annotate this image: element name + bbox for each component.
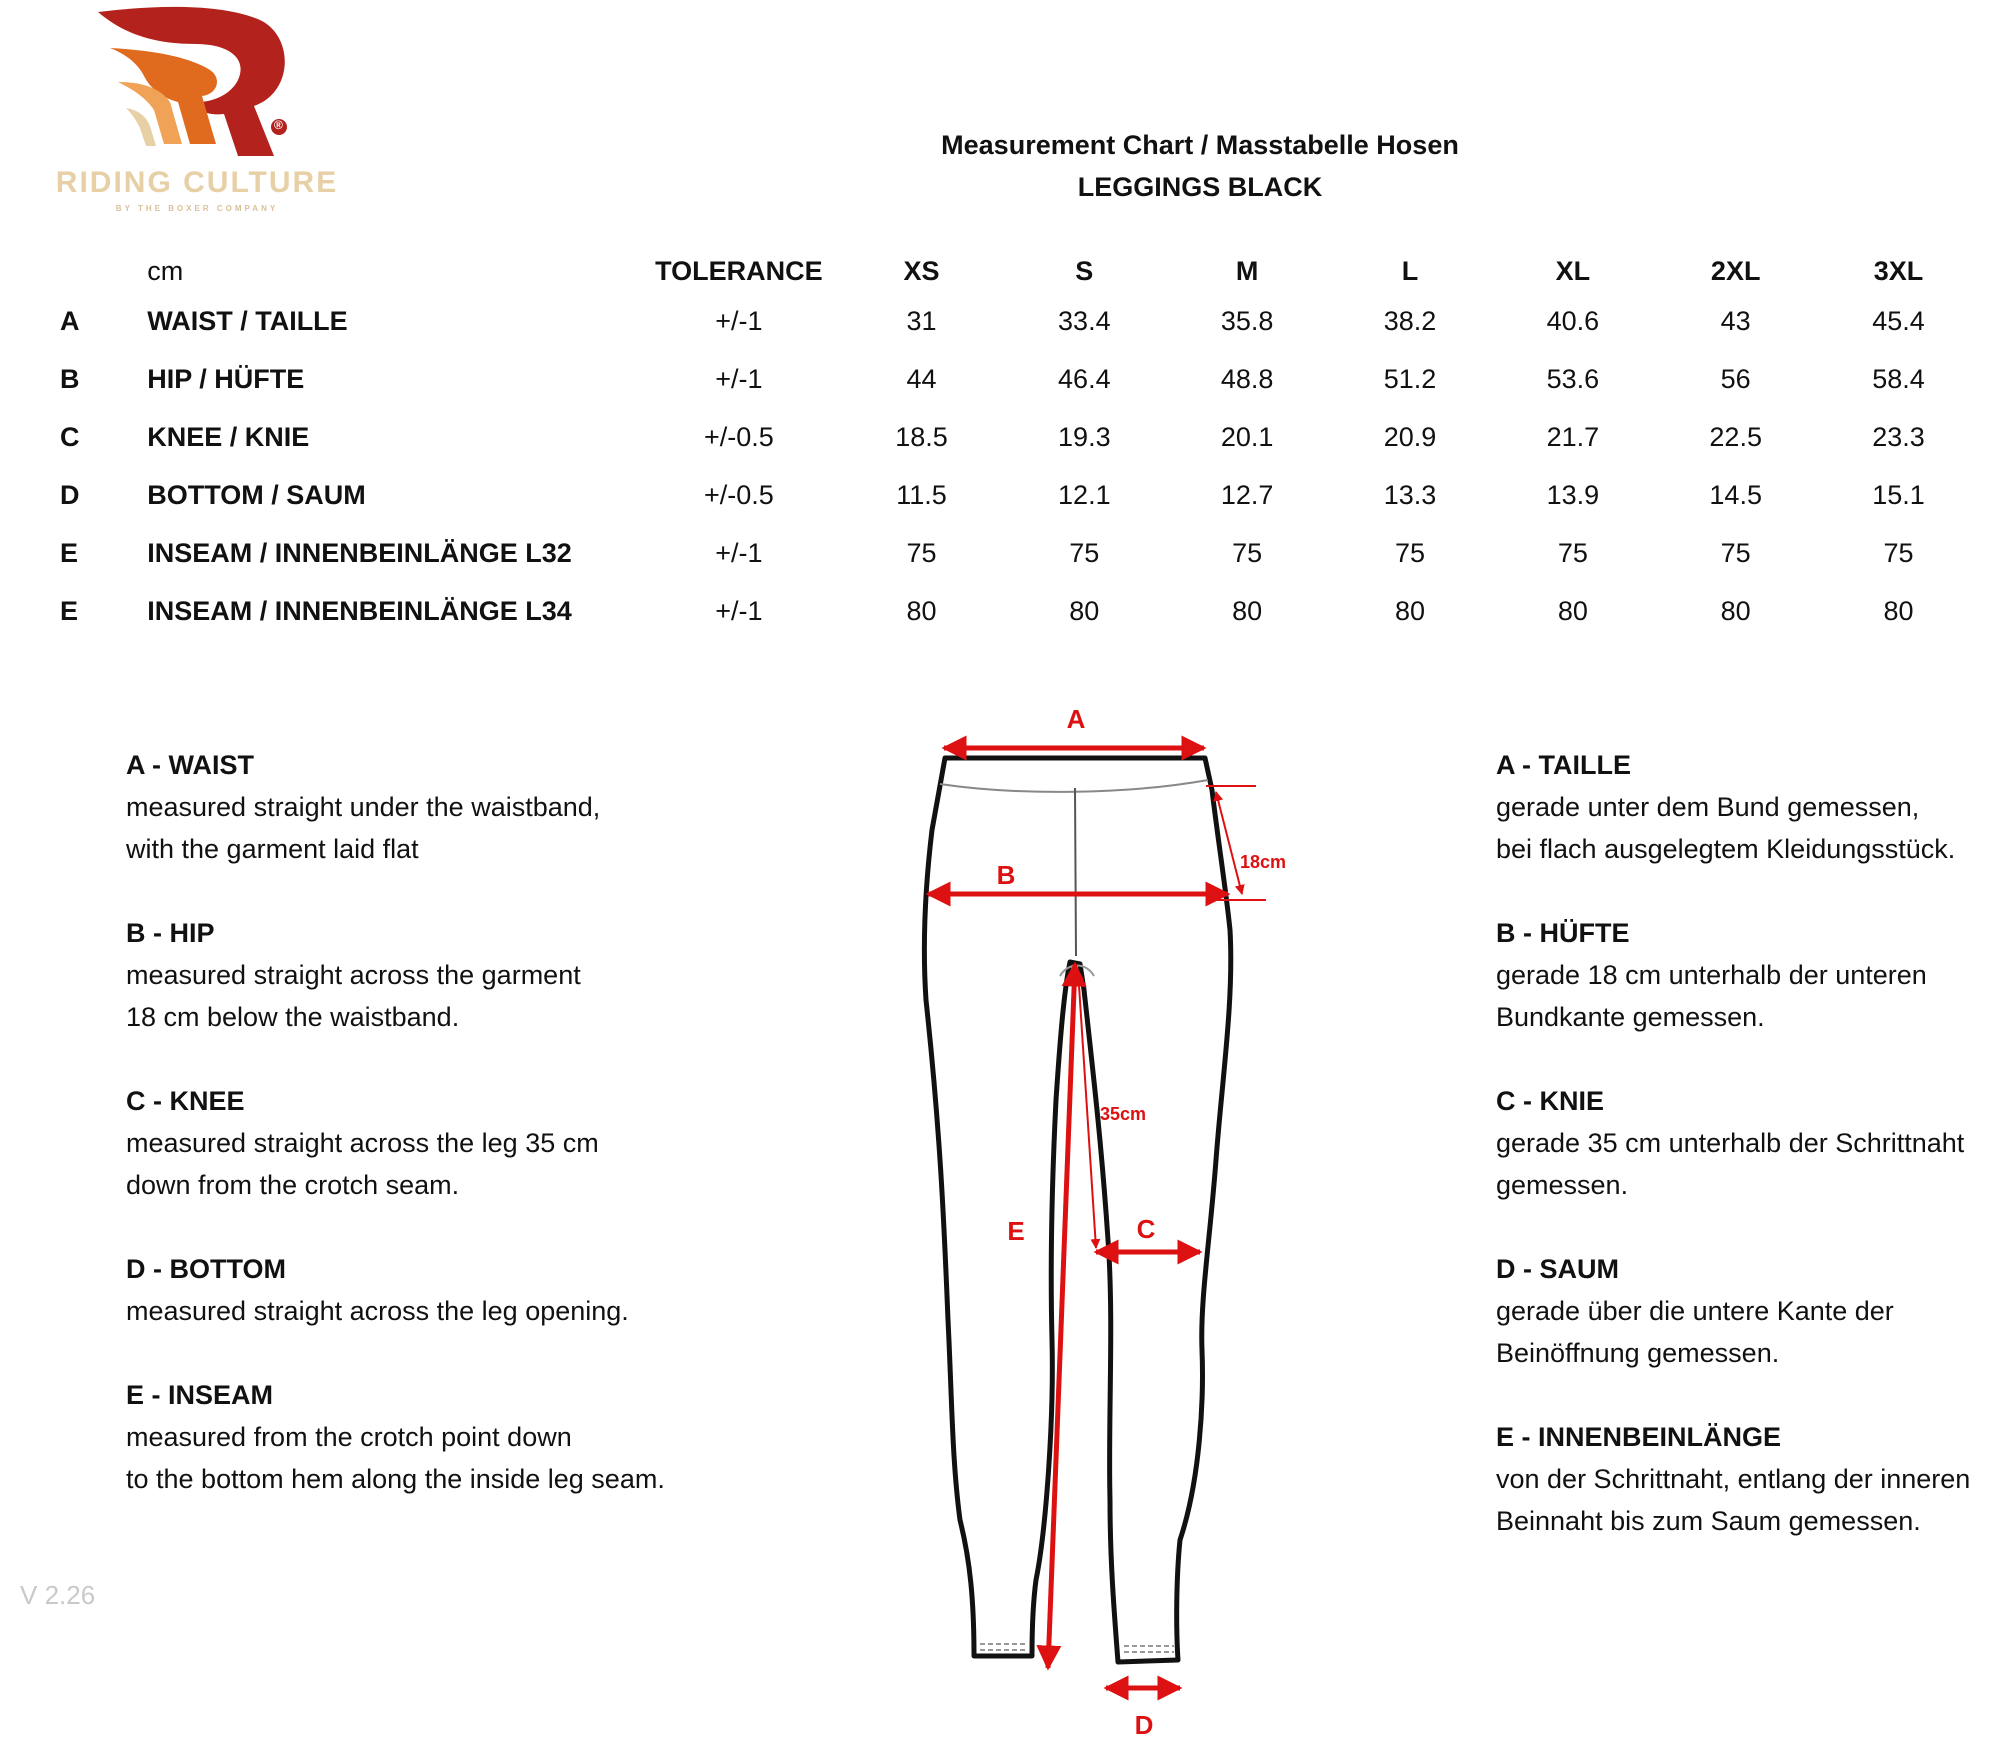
description-heading: C - KNIE — [1496, 1086, 1604, 1116]
description-line: gerade 35 cm unterhalb der Schrittnaht — [1496, 1128, 1965, 1158]
description-line: measured from the crotch point down — [126, 1422, 572, 1452]
table-row — [40, 292, 1980, 350]
size-value: 45.4 — [1872, 305, 1925, 336]
size-value: 51.2 — [1383, 363, 1437, 394]
size-header: S — [1075, 255, 1094, 286]
product-name: LEGGINGS BLACK — [1077, 172, 1323, 202]
description-heading: A - TAILLE — [1496, 750, 1631, 780]
size-value: 80 — [1232, 595, 1263, 626]
header-letter — [40, 250, 147, 292]
size-value: 80 — [1394, 595, 1426, 626]
table-row — [40, 466, 1980, 524]
table-body — [40, 292, 1980, 640]
size-value: 20.9 — [1383, 421, 1437, 452]
size-value: 14.5 — [1709, 479, 1762, 510]
brand-logo — [52, 6, 342, 216]
registered-mark: ® — [274, 118, 283, 132]
size-value: 31 — [906, 305, 937, 336]
description-line: with the garment laid flat — [126, 834, 419, 864]
row-letter: D — [60, 479, 80, 510]
description-block — [126, 744, 746, 870]
size-header: XL — [1555, 255, 1591, 286]
row-letter: A — [60, 305, 80, 336]
size-value: 23.3 — [1872, 421, 1925, 452]
size-value: 43 — [1720, 305, 1751, 336]
label-c: C — [1136, 1214, 1156, 1244]
description-block — [126, 1248, 746, 1332]
unit-label: cm — [147, 255, 184, 286]
table-row — [40, 582, 1980, 640]
size-value: 21.7 — [1546, 421, 1600, 452]
table-row — [40, 408, 1980, 466]
description-line: gerade unter dem Bund gemessen, — [1496, 792, 1920, 822]
label-b: B — [996, 860, 1016, 890]
description-line: gerade 18 cm unterhalb der unteren — [1496, 960, 1927, 990]
table-row — [40, 350, 1980, 408]
size-header: 2XL — [1710, 255, 1761, 286]
size-value: 56 — [1720, 363, 1751, 394]
description-line: gerade über die untere Kante der — [1496, 1296, 1894, 1326]
hip-offset-label: 18cm — [1240, 852, 1287, 872]
size-value: 80 — [906, 595, 937, 626]
size-value: 18.5 — [895, 421, 948, 452]
row-tolerance: +/-1 — [715, 537, 763, 568]
label-e: E — [1007, 1216, 1025, 1246]
description-block — [1496, 1416, 1996, 1542]
size-value: 33.4 — [1058, 305, 1111, 336]
description-block — [126, 912, 746, 1038]
description-heading: A - WAIST — [126, 750, 254, 780]
size-value: 40.6 — [1546, 305, 1600, 336]
brand-tagline: BY THE BOXER COMPANY — [115, 204, 279, 213]
chart-title: Measurement Chart / Masstabelle Hosen — [941, 130, 1459, 160]
label-d: D — [1134, 1710, 1154, 1740]
size-value: 48.8 — [1220, 363, 1274, 394]
size-header: XS — [903, 255, 940, 286]
row-tolerance: +/-1 — [715, 305, 763, 336]
description-line: bei flach ausgelegtem Kleidungsstück. — [1496, 834, 1956, 864]
description-block — [1496, 1080, 1996, 1206]
size-value: 80 — [1720, 595, 1751, 626]
descriptions-german — [1496, 744, 1996, 1584]
description-heading: B - HIP — [126, 918, 215, 948]
description-heading: E - INSEAM — [126, 1380, 274, 1410]
label-a: A — [1066, 704, 1086, 734]
size-table — [40, 250, 1980, 640]
row-measurement-name: KNEE / KNIE — [147, 421, 310, 452]
size-value: 58.4 — [1872, 363, 1925, 394]
brand-name: RIDING CULTURE — [55, 166, 339, 199]
description-heading: B - HÜFTE — [1496, 918, 1630, 948]
size-value: 75 — [906, 537, 937, 568]
size-value: 12.1 — [1058, 479, 1111, 510]
description-line: to the bottom hem along the inside leg seam. — [126, 1464, 665, 1494]
size-header: L — [1401, 255, 1419, 286]
description-line: Bundkante gemessen. — [1496, 1002, 1765, 1032]
size-value: 13.3 — [1383, 479, 1437, 510]
tolerance-header: TOLERANCE — [655, 255, 823, 286]
knee-offset-label: 35cm — [1100, 1104, 1147, 1124]
description-line: measured straight across the garment — [126, 960, 581, 990]
size-value: 75 — [1069, 537, 1100, 568]
size-value: 80 — [1069, 595, 1100, 626]
size-value: 38.2 — [1383, 305, 1437, 336]
size-value: 80 — [1557, 595, 1588, 626]
center-seam — [1075, 788, 1076, 956]
description-line: von der Schrittnaht, entlang der inneren — [1496, 1464, 1971, 1494]
row-measurement-name: HIP / HÜFTE — [147, 363, 305, 394]
size-value: 12.7 — [1220, 479, 1274, 510]
table-row — [40, 524, 1980, 582]
descriptions-english — [126, 744, 746, 1542]
description-line: Beinöffnung gemessen. — [1496, 1338, 1780, 1368]
description-heading: D - BOTTOM — [126, 1254, 286, 1284]
size-header: M — [1235, 255, 1259, 286]
size-value: 75 — [1557, 537, 1588, 568]
description-line: measured straight across the leg opening. — [126, 1296, 629, 1326]
row-letter: B — [60, 363, 80, 394]
row-measurement-name: BOTTOM / SAUM — [147, 479, 366, 510]
row-tolerance: +/-1 — [715, 595, 763, 626]
description-block — [1496, 912, 1996, 1038]
row-tolerance: +/-1 — [715, 363, 763, 394]
table-header-row — [40, 250, 1980, 292]
description-line: Beinnaht bis zum Saum gemessen. — [1496, 1506, 1921, 1536]
row-measurement-name: INSEAM / INNENBEINLÄNGE L34 — [147, 595, 572, 626]
size-value: 22.5 — [1709, 421, 1762, 452]
size-value: 19.3 — [1058, 421, 1111, 452]
description-block — [1496, 1248, 1996, 1374]
size-value: 20.1 — [1220, 421, 1274, 452]
row-letter: E — [60, 595, 79, 626]
description-block — [126, 1080, 746, 1206]
size-value: 44 — [906, 363, 937, 394]
size-value: 11.5 — [896, 479, 947, 510]
description-heading: D - SAUM — [1496, 1254, 1619, 1284]
row-letter: C — [60, 421, 80, 452]
row-measurement-name: INSEAM / INNENBEINLÄNGE L32 — [147, 537, 572, 568]
row-tolerance: +/-0.5 — [704, 479, 774, 510]
description-line: measured straight under the waistband, — [126, 792, 601, 822]
row-tolerance: +/-0.5 — [704, 421, 774, 452]
size-value: 15.1 — [1872, 479, 1925, 510]
description-block — [1496, 744, 1996, 870]
size-header: 3XL — [1873, 255, 1924, 286]
size-value: 75 — [1883, 537, 1914, 568]
size-value: 75 — [1720, 537, 1751, 568]
row-letter: E — [60, 537, 79, 568]
size-value: 35.8 — [1220, 305, 1274, 336]
description-block — [126, 1374, 746, 1500]
size-value: 53.6 — [1546, 363, 1600, 394]
description-heading: C - KNEE — [126, 1086, 245, 1116]
leggings-diagram — [900, 700, 1320, 1740]
description-line: down from the crotch seam. — [126, 1170, 460, 1200]
logo-emblem-icon — [98, 6, 338, 166]
description-line: gemessen. — [1496, 1170, 1629, 1200]
row-measurement-name: WAIST / TAILLE — [147, 305, 348, 336]
size-value: 80 — [1883, 595, 1914, 626]
size-value: 46.4 — [1058, 363, 1111, 394]
size-value: 13.9 — [1546, 479, 1600, 510]
size-value: 75 — [1394, 537, 1426, 568]
description-line: measured straight across the leg 35 cm — [126, 1128, 599, 1158]
version-label: V 2.26 — [20, 1580, 96, 1610]
description-heading: E - INNENBEINLÄNGE — [1496, 1422, 1782, 1452]
size-value: 75 — [1232, 537, 1263, 568]
description-line: 18 cm below the waistband. — [126, 1002, 460, 1032]
